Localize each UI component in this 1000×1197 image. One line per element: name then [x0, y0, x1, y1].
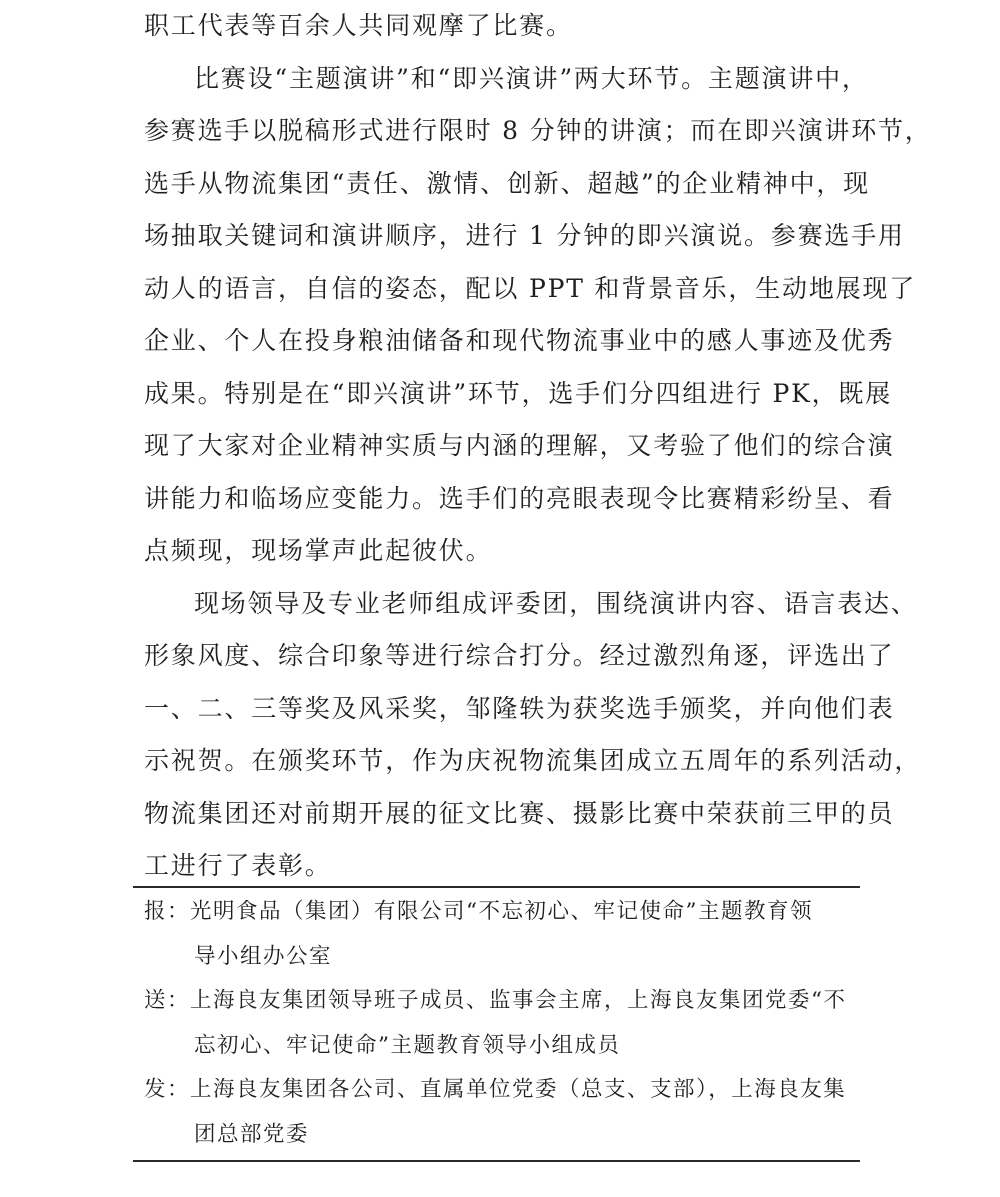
article-body	[144, 0, 932, 893]
distribution-text: 上海良友集团各公司、直属单位党委（总支、支部），上海良友集	[190, 1077, 847, 1102]
body-line: 物流集团还对前期开展的征文比赛、摄影比赛中荣获前三甲的员	[144, 798, 895, 828]
body-line: 成果。特别是在“即兴演讲”环节，选手们分四组进行 PK，既展	[144, 378, 893, 408]
body-line: 工进行了表彰。	[144, 851, 332, 880]
body-line: 企业、个人在投身粮油储备和现代物流事业中的感人事迹及优秀	[144, 326, 895, 355]
distribution-report-to	[144, 890, 860, 979]
distribution-line	[144, 890, 860, 935]
distribution-line	[144, 1068, 860, 1113]
distribution-list	[144, 890, 860, 1157]
body-line: 比赛设“主题演讲”和“即兴演讲”两大环节。主题演讲中，	[194, 63, 869, 93]
body-line: 参赛选手以脱稿形式进行限时 8 分钟的讲演；而在即兴演讲环节，	[144, 116, 932, 145]
body-line: 形象风度、综合印象等进行综合打分。经过激烈角逐，评选出了	[144, 641, 895, 670]
body-line: 讲能力和临场应变能力。选手们的亮眼表现令比赛精彩纷呈、看	[144, 483, 895, 513]
distribution-top-rule	[133, 886, 860, 888]
body-line: 职工代表等百余人共同观摩了比赛。	[144, 11, 573, 40]
distribution-text: 上海良友集团领导班子成员、监事会主席，上海良友集团党委“不	[190, 988, 847, 1013]
body-line: 选手从物流集团“责任、激情、创新、超越”的企业精神中，现	[144, 168, 870, 198]
body-line: 一、二、三等奖及风采奖，邹隆轶为获奖选手颁奖，并向他们表	[144, 693, 895, 723]
body-line: 示祝贺。在颁奖环节，作为庆祝物流集团成立五周年的系列活动，	[144, 746, 922, 775]
distribution-line: 导小组办公室	[194, 943, 333, 969]
body-line: 点频现，现场掌声此起彼伏。	[144, 536, 493, 565]
distribution-line: 团总部党委	[194, 1121, 310, 1147]
distribution-line: 忘初心、牢记使命”主题教育领导小组成员	[194, 1032, 621, 1058]
distribution-label: 送：	[144, 988, 191, 1013]
distribution-label: 报：	[144, 899, 191, 924]
body-line: 现了大家对企业精神实质与内涵的理解，又考验了他们的综合演	[144, 431, 895, 460]
body-line: 现场领导及专业老师组成评委团，围绕演讲内容、语言表达、	[194, 588, 918, 618]
distribution-bottom-rule	[133, 1160, 860, 1162]
distribution-label: 发：	[144, 1077, 191, 1102]
distribution-line	[144, 979, 860, 1024]
body-line: 动人的语言，自信的姿态，配以 PPT 和背景音乐，生动地展现了	[144, 273, 917, 303]
distribution-text: 光明食品（集团）有限公司“不忘初心、牢记使命”主题教育领	[190, 899, 814, 924]
body-line: 场抽取关键词和演讲顺序，进行 1 分钟的即兴演说。参赛选手用	[144, 221, 905, 250]
distribution-send-to	[144, 979, 860, 1068]
distribution-issue-to	[144, 1068, 860, 1157]
